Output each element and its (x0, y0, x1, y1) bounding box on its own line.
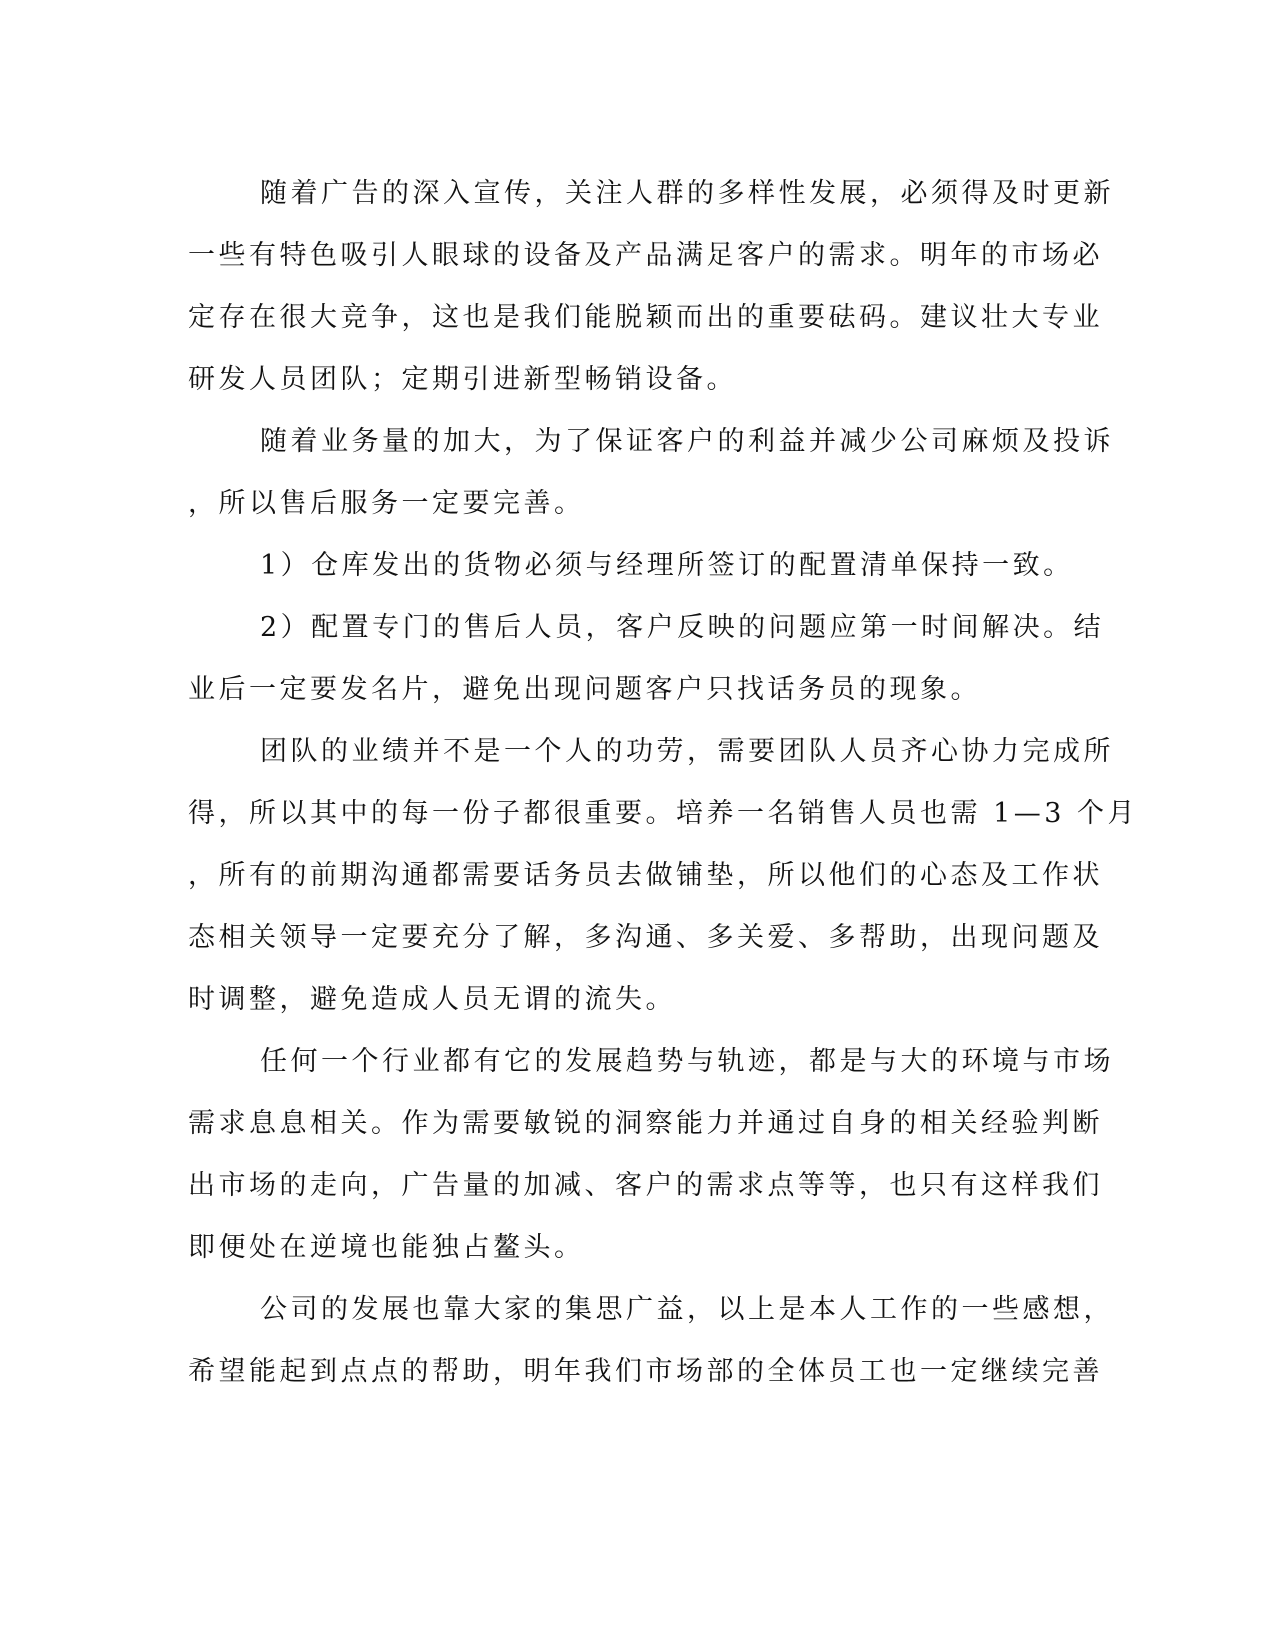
text-line: 团队的业绩并不是一个人的功劳，需要团队人员齐心协力完成所 (260, 736, 1114, 767)
text-line: 得，所以其中的每一份子都很重要。培养一名销售人员也需 1—3 个月 (188, 798, 1139, 829)
text-line: 研发人员团队；定期引进新型畅销设备。 (188, 364, 737, 395)
text-line: 随着业务量的加大，为了保证客户的利益并减少公司麻烦及投诉 (260, 426, 1114, 457)
text-line: 出市场的走向，广告量的加减、客户的需求点等等，也只有这样我们 (188, 1170, 1103, 1201)
text-line: 希望能起到点点的帮助，明年我们市场部的全体员工也一定继续完善 (188, 1356, 1103, 1387)
text-line: ，所有的前期沟通都需要话务员去做铺垫，所以他们的心态及工作状 (188, 860, 1103, 891)
body-text (188, 163, 1139, 1403)
text-line: 任何一个行业都有它的发展趋势与轨迹，都是与大的环境与市场 (260, 1046, 1114, 1077)
text-line: 一些有特色吸引人眼球的设备及产品满足客户的需求。明年的市场必 (188, 240, 1103, 271)
text-line: 公司的发展也靠大家的集思广益，以上是本人工作的一些感想， (260, 1294, 1114, 1325)
text-line: 需求息息相关。作为需要敏锐的洞察能力并通过自身的相关经验判断 (188, 1108, 1103, 1139)
text-line: 定存在很大竞争，这也是我们能脱颖而出的重要砝码。建议壮大专业 (188, 302, 1103, 333)
text-line: 2）配置专门的售后人员，客户反映的问题应第一时间解决。结 (260, 612, 1105, 643)
text-line: 时调整，避免造成人员无谓的流失。 (188, 984, 676, 1015)
text-line: 即便处在逆境也能独占鳌头。 (188, 1232, 585, 1263)
text-line: 1）仓库发出的货物必须与经理所签订的配置清单保持一致。 (260, 550, 1074, 581)
text-line: 随着广告的深入宣传，关注人群的多样性发展，必须得及时更新 (260, 178, 1114, 209)
text-line: ，所以售后服务一定要完善。 (188, 488, 585, 519)
text-line: 态相关领导一定要充分了解，多沟通、多关爱、多帮助，出现问题及 (188, 922, 1103, 953)
text-line: 业后一定要发名片，避免出现问题客户只找话务员的现象。 (188, 674, 981, 705)
